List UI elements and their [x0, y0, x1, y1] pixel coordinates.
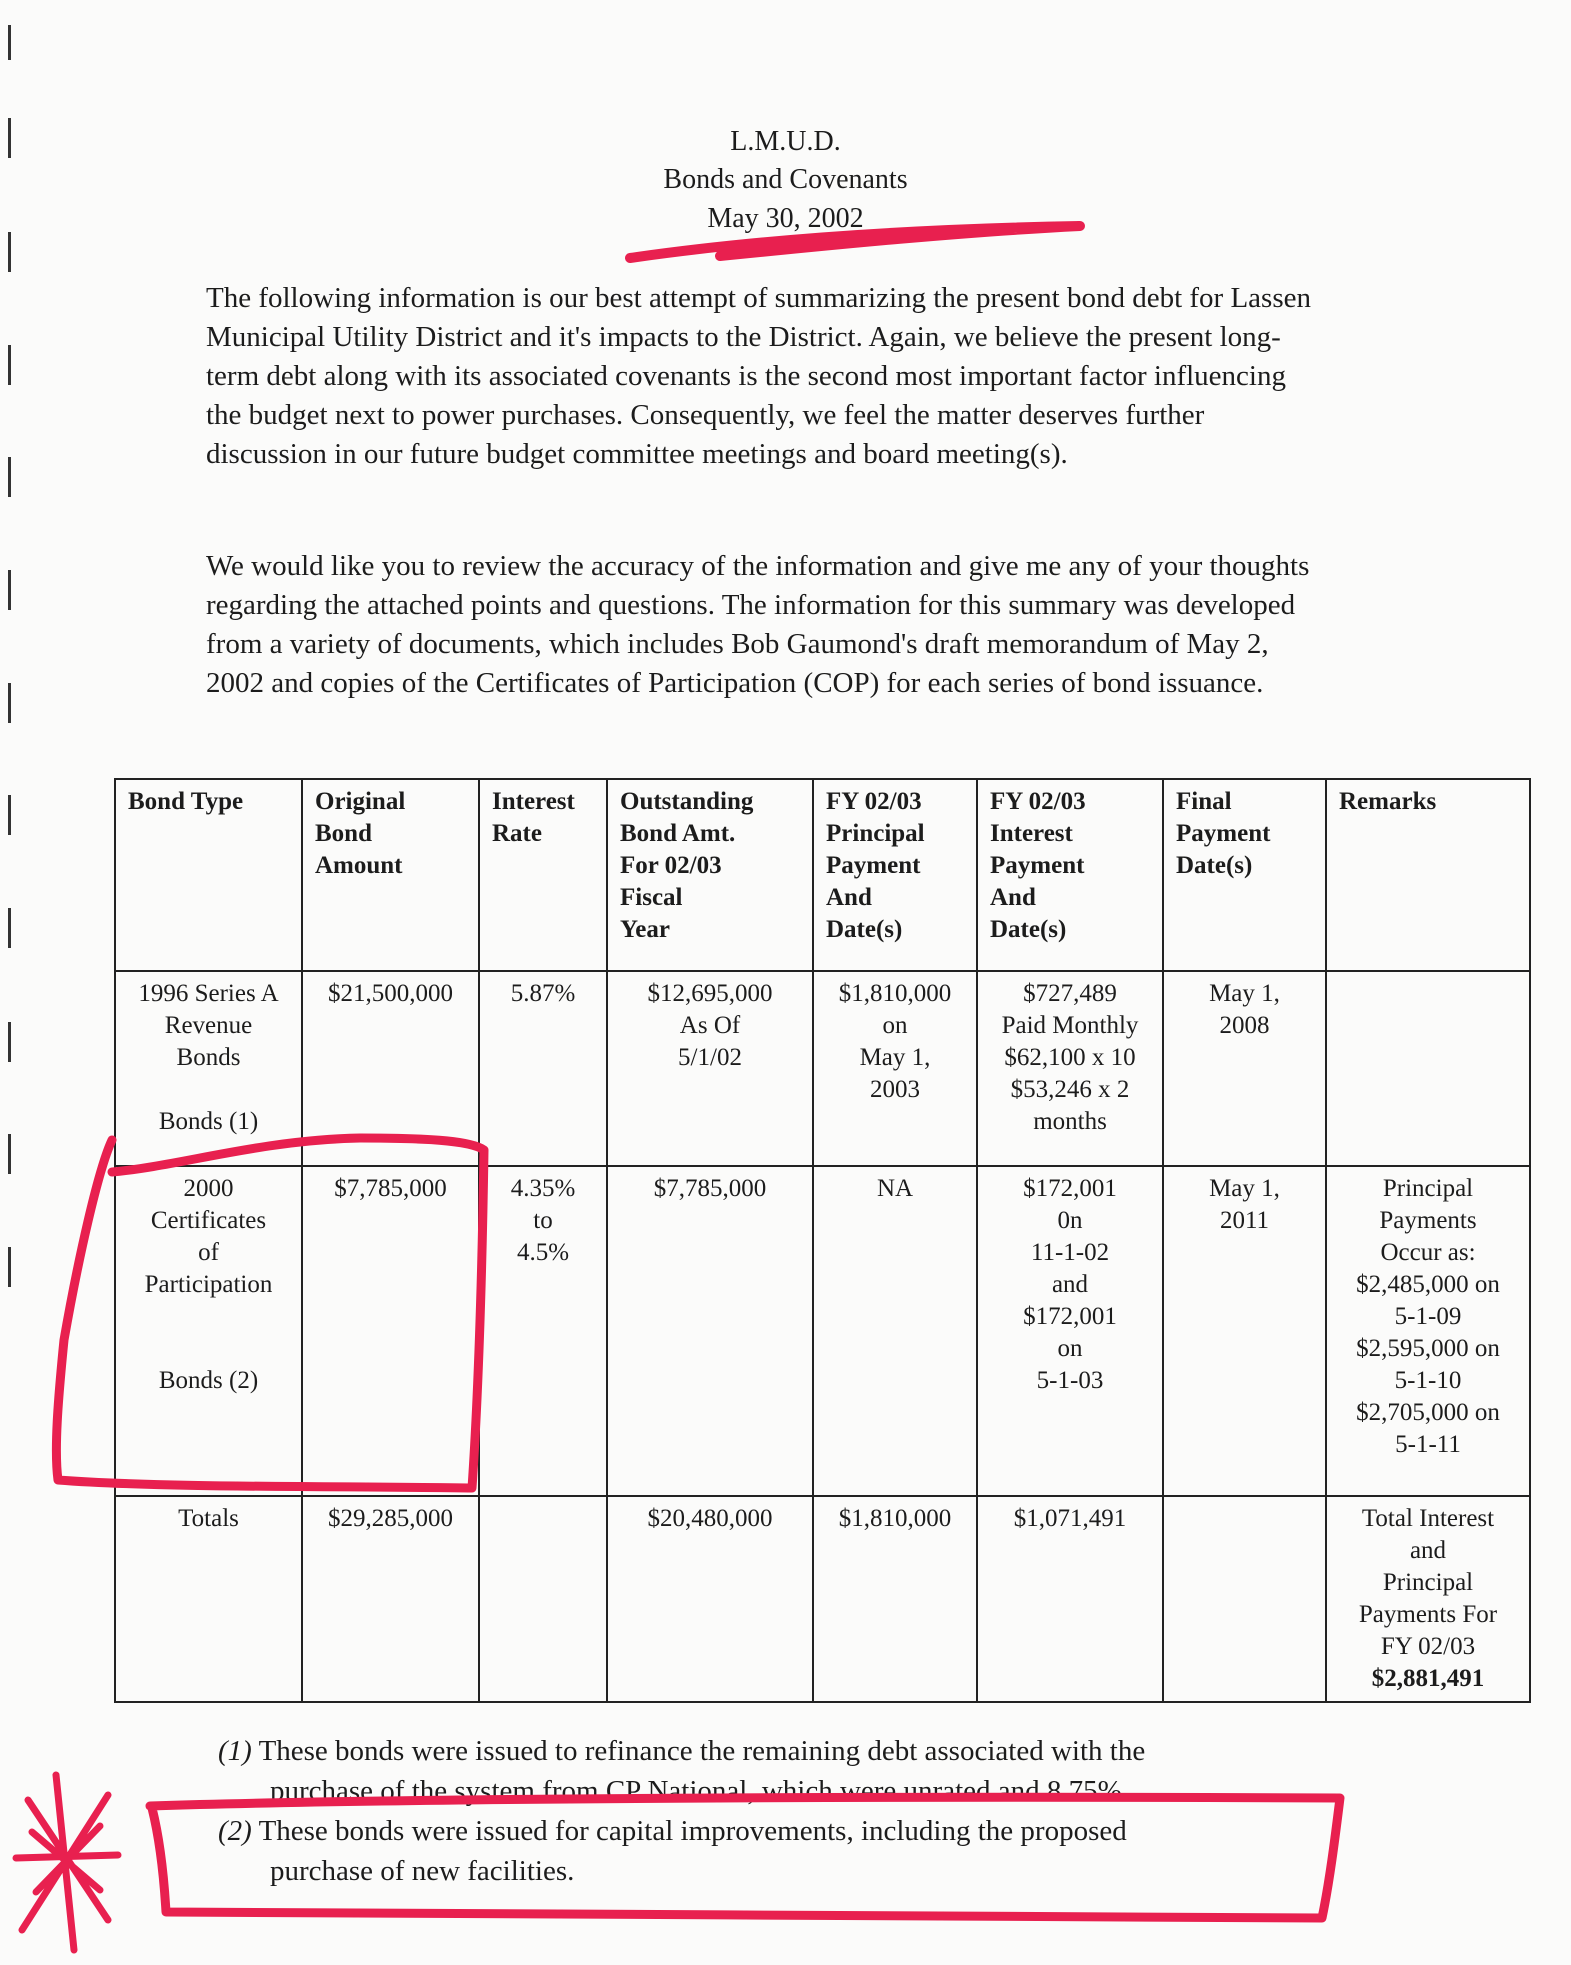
bond-type-note: Bonds (2): [158, 1367, 259, 1394]
review-paragraph: We would like you to review the accuracy of the information and give me any of your thoughts regarding the attached points and questions. The information for this summary was developed from a variety of documents, which includes Bob Gaumond's draft memorandum of May 2, 2002 and copies of the Certificates of Participation (COP) for each series of bond issuance.: [206, 550, 1310, 699]
margin-tick: [8, 232, 11, 272]
principal-cell: $1,810,000 on May 1, 2003: [813, 971, 977, 1166]
original-amount-cell: $21,500,000: [302, 971, 479, 1166]
margin-tick: [8, 795, 11, 835]
outstanding-cell: $7,785,000: [607, 1166, 813, 1496]
totals-label: Totals: [115, 1496, 302, 1702]
totals-final: [1163, 1496, 1326, 1702]
margin-tick: [8, 345, 11, 385]
final-payment-cell: May 1, 2011: [1163, 1166, 1326, 1496]
outstanding-cell: $12,695,000 As Of 5/1/02: [607, 971, 813, 1166]
totals-outstanding: $20,480,000: [607, 1496, 813, 1702]
totals-original: $29,285,000: [302, 1496, 479, 1702]
header-interest: FY 02/03 Interest Payment And Date(s): [977, 779, 1163, 971]
org-heading: L.M.U.D.: [730, 126, 841, 157]
bond-type-note: Bonds (1): [158, 1108, 259, 1135]
margin-tick: [8, 457, 11, 497]
bond-type-cell: 2000 Certificates of Participation Bonds (2): [115, 1166, 302, 1496]
margin-tick: [8, 25, 11, 60]
totals-interest: $1,071,491: [977, 1496, 1163, 1702]
final-payment-cell: May 1, 2008: [1163, 971, 1326, 1166]
totals-rate: [479, 1496, 607, 1702]
table-header-row: [115, 779, 1530, 971]
remarks-cell: Principal Payments Occur as: $2,485,000 on 5-1-09 $2,595,000 on 5-1-10 $2,705,000 on 5-1-11: [1326, 1166, 1530, 1496]
margin-tick: [8, 1022, 11, 1062]
margin-tick: [8, 908, 11, 948]
footnote-line: (1) These bonds were issued to refinance the remaining debt associated with the: [218, 1735, 1146, 1767]
margin-tick: [8, 570, 11, 610]
asterisk-mark: [16, 1775, 118, 1950]
margin-tick: [8, 1134, 11, 1174]
totals-principal: $1,810,000: [813, 1496, 977, 1702]
principal-cell: NA: [813, 1166, 977, 1496]
bonds-table: [114, 778, 1531, 1703]
table-row: [115, 1166, 1530, 1496]
header-remarks: Remarks: [1326, 779, 1530, 971]
footnote-line: purchase of new facilities.: [270, 1855, 575, 1887]
bond-type-cell: 1996 Series A Revenue Bonds Bonds (1): [115, 971, 302, 1166]
header-original-amount: Original Bond Amount: [302, 779, 479, 971]
totals-row: [115, 1496, 1530, 1702]
header-principal: FY 02/03 Principal Payment And Date(s): [813, 779, 977, 971]
interest-rate-cell: 4.35% to 4.5%: [479, 1166, 607, 1496]
margin-tick: [8, 683, 11, 723]
interest-cell: $727,489 Paid Monthly $62,100 x 10 $53,246 x 2 months: [977, 971, 1163, 1166]
footnotes: [218, 1731, 1368, 1891]
interest-rate-cell: 5.87%: [479, 971, 607, 1166]
header-final-payment: Final Payment Date(s): [1163, 779, 1326, 971]
table-row: [115, 971, 1530, 1166]
header-outstanding: Outstanding Bond Amt. For 02/03 Fiscal Year: [607, 779, 813, 971]
intro-paragraph: The following information is our best attempt of summarizing the present bond debt for Lassen Municipal Utility District and it's impacts to the District. Again, we believe the present long-term debt along with its associated covenants is the second most important factor influencing the budget next to power purchases. Consequently, we feel the matter deserves further discussion in our future budget committee meetings and board meeting(s).: [206, 282, 1311, 470]
footnote-line: (2) These bonds were issued for capital improvements, including the proposed: [218, 1815, 1127, 1847]
document-date: May 30, 2002: [707, 203, 864, 234]
interest-cell: $172,001 0n 11-1-02 and $172,001 on 5-1-03: [977, 1166, 1163, 1496]
margin-tick: [8, 1247, 11, 1287]
remarks-cell: [1326, 971, 1530, 1166]
header-bond-type: Bond Type: [115, 779, 302, 971]
grand-total: $2,881,491: [1371, 1665, 1485, 1692]
document-title: Bonds and Covenants: [663, 164, 908, 195]
header-interest-rate: Interest Rate: [479, 779, 607, 971]
totals-remarks: Total Interest and Principal Payments For FY 02/03 $2,881,491: [1326, 1496, 1530, 1702]
footnote-line: purchase of the system from CP National, which were unrated and 8.75%.: [270, 1775, 1130, 1807]
original-amount-cell: $7,785,000: [302, 1166, 479, 1496]
